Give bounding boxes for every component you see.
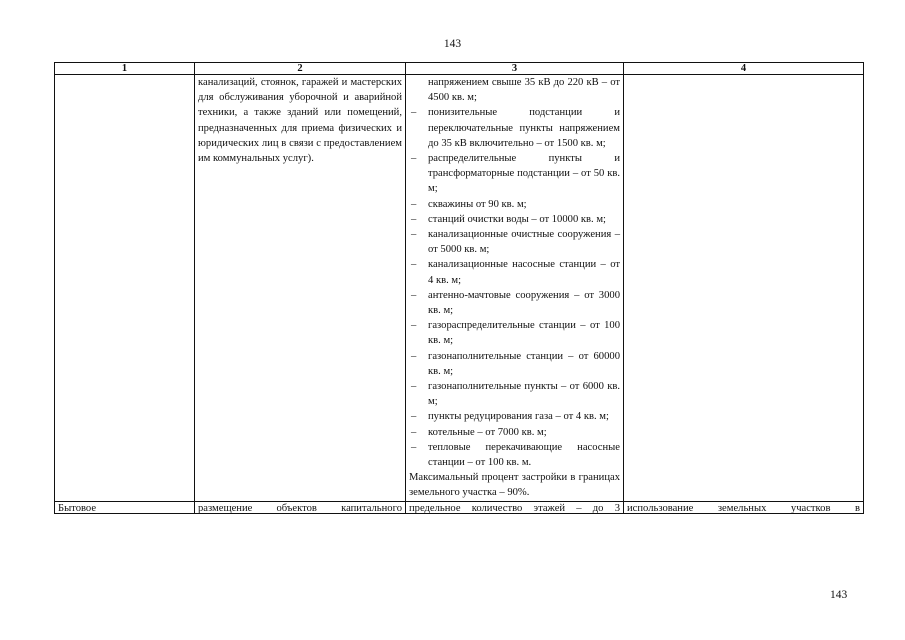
table-row bbox=[55, 501, 864, 513]
list-item: – канализационные насосные станции – от 4 кв. м; bbox=[411, 259, 620, 286]
row1-col3-last: Максимальный процент застройки в границах земельного участка – 90%. bbox=[409, 472, 620, 499]
list-item: – станций очистки воды – от 10000 кв. м; bbox=[411, 213, 606, 225]
row1-col3-first: напряжением свыше 35 кВ до 220 кВ – от 4500 кв. м; bbox=[428, 77, 620, 104]
page-number-top: 143 bbox=[443, 38, 462, 50]
list-item: – канализационные очистные сооружения – от 5000 кв. м; bbox=[411, 229, 620, 256]
table-row bbox=[55, 75, 864, 502]
page-number-bottom: 143 bbox=[830, 589, 848, 601]
header-cell-4: 4 bbox=[624, 63, 864, 75]
zoning-table bbox=[54, 62, 864, 514]
row2-col4: использование земельных участков в bbox=[624, 501, 864, 513]
list-item: – тепловые перекачивающие насосные станции – от 100 кв. м. bbox=[411, 441, 620, 469]
list-item: – газораспределительные станции – от 100 кв. м; bbox=[411, 320, 620, 347]
header-cell-1: 1 bbox=[55, 63, 195, 75]
row1-col3 bbox=[406, 75, 624, 502]
row2-col2: размещение объектов капитального bbox=[195, 501, 406, 513]
row1-col2: канализаций, стоянок, гаражей и мастерских для обслуживания уборочной и аварийной техники, а также зданий или помещений, предназначенных для приема физических и юридических лиц в связи с предоставлением им коммунальных услуг). bbox=[195, 75, 406, 502]
list-item: – котельные – от 7000 кв. м; bbox=[411, 426, 547, 438]
list-item: – газонаполнительные пункты – от 6000 кв. м; bbox=[411, 381, 620, 408]
row1-col1 bbox=[55, 75, 195, 502]
requirements-list bbox=[409, 105, 620, 470]
row1-col4 bbox=[624, 75, 864, 502]
list-item: – распределительные пункты и трансформаторные подстанции – от 50 кв. м; bbox=[411, 153, 620, 195]
list-item: – газонаполнительные станции – от 60000 кв. м; bbox=[411, 350, 620, 377]
header-cell-2: 2 bbox=[195, 63, 406, 75]
list-item: – пункты редуцирования газа – от 4 кв. м; bbox=[411, 411, 609, 423]
row2-col3: предельное количество этажей – до 3 bbox=[406, 501, 624, 513]
row2-col1: Бытовое bbox=[55, 501, 195, 513]
list-item: – скважины от 90 кв. м; bbox=[411, 198, 527, 210]
header-cell-3: 3 bbox=[406, 63, 624, 75]
list-item: – антенно-мачтовые сооружения – от 3000 кв. м; bbox=[411, 289, 620, 317]
table-header-row bbox=[55, 63, 864, 75]
list-item: – понизительные подстанции и переключательные пункты напряжением до 35 кВ включительно – от 1500 кв. м; bbox=[411, 107, 620, 149]
